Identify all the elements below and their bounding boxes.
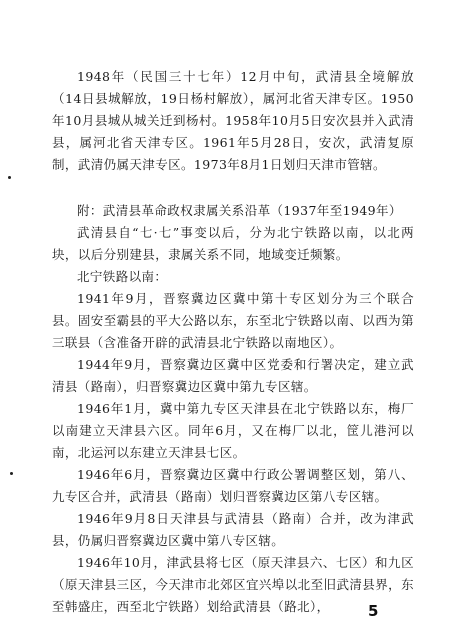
paragraph: 1948年（民国三十七年）12月中旬，武清县全境解放（14日县城解放，19日杨村解放），属河北省天津专区。1950年10月县城从城关迁到杨村。1958年10月5日安次县并入武清县，属河北省天津专区。1961年5月28日，安次，武清复原制，武清仍属天津专区。1973年8月1日划归天津市管辖。 bbox=[52, 69, 414, 172]
paragraph: 1941年9月，晋察冀边区冀中第十专区划分为三个联合县。固安至霸县的平大公路以东，东至北宁铁路以南、以西为第三联县（含准备开辟的武清县北宁铁路以南地区）。 bbox=[52, 291, 414, 350]
section-heading: 附：武清县革命政权隶属关系沿革（1937年至1949年） bbox=[77, 203, 402, 218]
body-text bbox=[52, 66, 414, 618]
section-gap bbox=[52, 176, 414, 200]
section-intro: 武清县自“七·七”事变以后，分为北宁铁路以南，以北两块，以后分别建县，隶属关系不同，地域变迁频繁。 bbox=[52, 225, 414, 262]
page-number: 5 bbox=[368, 602, 379, 620]
scan-speck bbox=[8, 176, 11, 179]
paragraph: 1946年6月，晋察冀边区冀中行政公署调整区划，第八、九专区合并，武清县（路南）划归晋察冀边区第八专区辖。 bbox=[52, 467, 414, 504]
subheading: 北宁铁路以南： bbox=[77, 269, 168, 284]
scan-speck bbox=[10, 472, 13, 475]
paragraph: 1944年9月，晋察冀边区冀中区党委和行署决定，建立武清县（路南），归晋察冀边区冀中第九专区辖。 bbox=[52, 357, 414, 394]
paragraph: 1946年1月，冀中第九专区天津县在北宁铁路以东，梅厂以南建立天津县六区。同年6月，又在梅厂以北，筐儿港河以南，北运河以东建立天津县七区。 bbox=[52, 401, 414, 460]
paragraph: 1946年9月8日天津县与武清县（路南）合并，改为津武县，仍属归晋察冀边区冀中第八专区辖。 bbox=[52, 511, 414, 548]
paragraph: 1946年10月，津武县将七区（原天津县六、七区）和九区（原天津县三区，今天津市北郊区宜兴埠以北至旧武清县界，东至韩盛庄，西至北宁铁路）划给武清县（路北）， bbox=[52, 555, 414, 614]
